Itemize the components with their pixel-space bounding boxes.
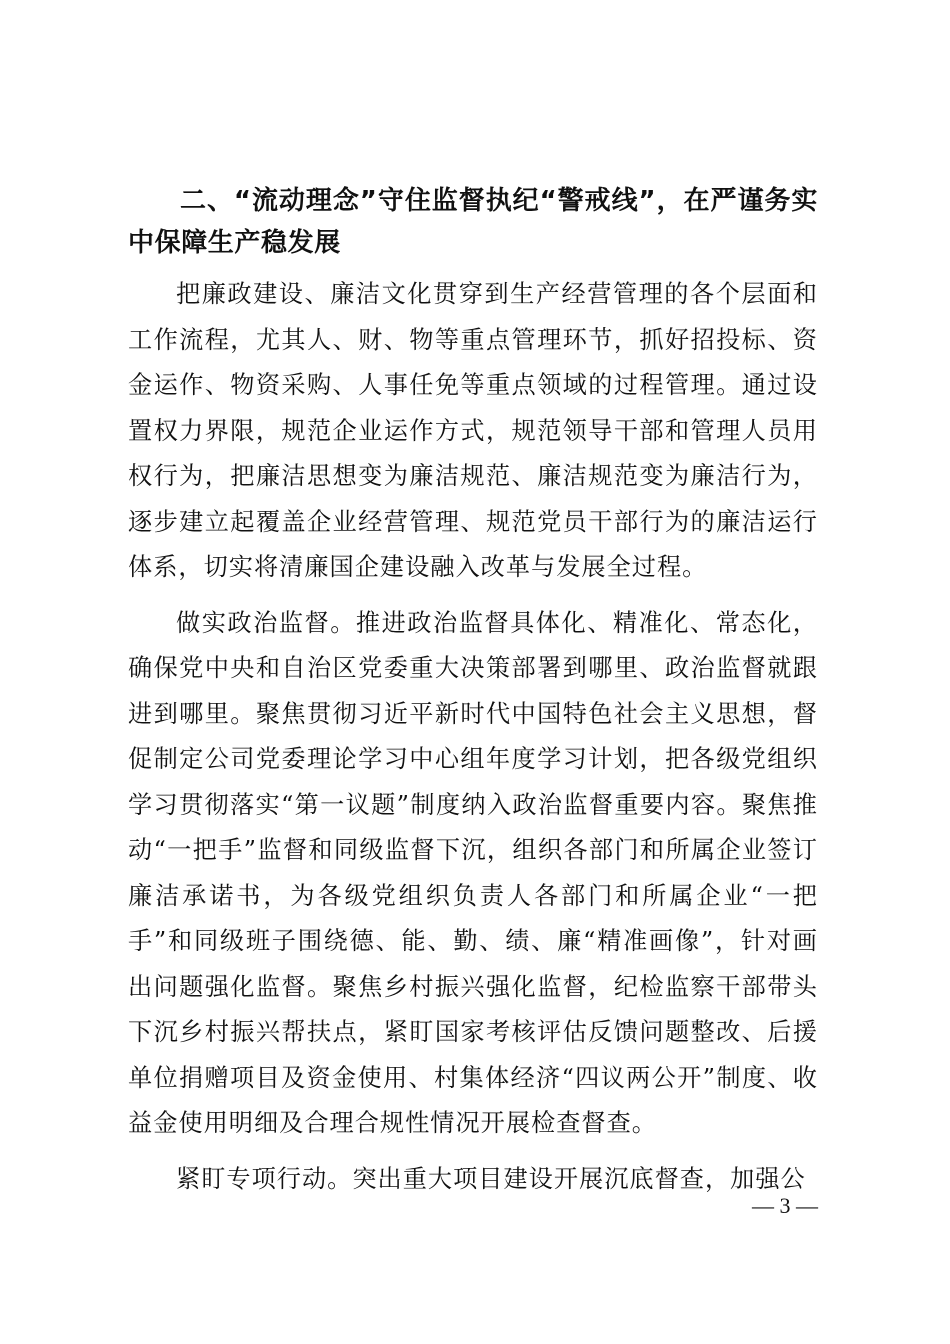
paragraph-integrity-system: 把廉政建设、廉洁文化贯穿到生产经营管理的各个层面和工作流程，尤其人、财、物等重点管理环节，抓好招投标、资金运作、物资采购、人事任免等重点领域的过程管理。通过设置权力界限，规范企业运作方式，规范领导干部和管理人员用权行为，把廉洁思想变为廉洁规范、廉洁规范变为廉洁行为，逐步建立起覆盖企业经营管理、规范党员干部行为的廉洁运行体系，切实将清廉国企建设融入改革与发展全过程。: [128, 280, 818, 581]
page-number: — 3 —: [752, 1193, 818, 1218]
heading-spacer: [128, 264, 818, 272]
paragraph-special-actions: 紧盯专项行动。突出重大项目建设开展沉底督查，加强公: [176, 1164, 806, 1193]
section-heading: 二、“流动理念”守住监督执纪“警戒线”，在严谨务实中保障生产稳发展: [128, 186, 818, 258]
document-page: [128, 180, 818, 1202]
paragraph-spacer: [128, 1147, 818, 1157]
paragraph-political-supervision: 做实政治监督。推进政治监督具体化、精准化、常态化，确保党中央和自治区党委重大决策部署到哪里、政治监督就跟进到哪里。聚焦贯彻习近平新时代中国特色社会主义思想，督促制定公司党委理论学习中心组年度学习计划，把各级党组织学习贯彻落实“第一议题”制度纳入政治监督重要内容。聚焦推动“一把手”监督和同级监督下沉，组织各部门和所属企业签订廉洁承诺书，为各级党组织负责人各部门和所属企业“一把手”和同级班子围绕德、能、勤、绩、廉“精准画像”，针对画出问题强化监督。聚焦乡村振兴强化监督，纪检监察干部带头下沉乡村振兴帮扶点，紧盯国家考核评估反馈问题整改、后援单位捐赠项目及资金使用、村集体经济“四议两公开”制度、收益金使用明细及合理合规性情况开展检查督查。: [128, 608, 818, 1137]
paragraph-spacer: [128, 591, 818, 601]
